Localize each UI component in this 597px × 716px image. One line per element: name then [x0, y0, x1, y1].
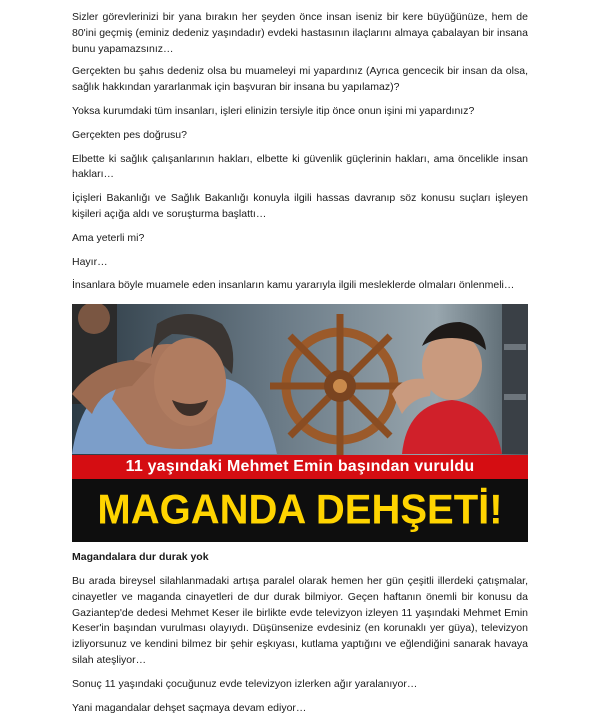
paragraph-11: Sonuç 11 yaşındaki çocuğunuz evde televizyon izlerken ağır yaralanıyor… [72, 677, 418, 690]
paragraph-6: İçişleri Bakanlığı ve Sağlık Bakanlığı konuyla ilgili hassas davranıp söz konusu suçları işleyen kişileri açığa aldı ve soruşturma başlattı… [72, 192, 528, 220]
headline-red-band [72, 455, 528, 479]
paragraph-7: Ama yeterli mi? [72, 231, 145, 244]
news-photo [72, 304, 528, 542]
paragraph-12: Yani magandalar dehşet saçmaya devam ediyor… [72, 701, 307, 714]
paragraph-3: Yoksa kurumdaki tüm insanları, işleri elinizin tersiyle itip önce onun işini mi yapardınız? [72, 104, 475, 117]
paragraph-1: Sizler görevlerinizi bir yana bırakın her şeyden önce insan iseniz bir kere büyüğünüze, hem de 80'ini geçmiş (eminiz dedeniz yaşındadır) evdeki hastasının ilaçlarını almaya çabalayan bir insana bunu yapamazsınız… [72, 11, 528, 55]
headline-title: MAGANDA DEHŞETİ! [97, 487, 503, 534]
paragraph-10: Bu arada bireysel silahlanmadaki artışa paralel olarak hemen her gün çeşitli illerdeki çatışmalar, cinayetler ve maganda cinayetleri de dur durak bilmiyor. Geçen haftanın önemli bir konusu da Gaziantep'de dedesi Mehmet Keser ile birlikte evde televizyon izleyen 11 yaşındaki Mehmet Emin Keser'in başından vurulması olayıydı. Düşünsenize evdesiniz (en korunaklı yer güya), televizyon izliyorsunuz ve kendini bilmez bir şehir eşkıyası, kutlama yaptığını ve eğlendiğini sanarak havaya silah ateşliyor… [72, 574, 528, 666]
paragraph-2: Gerçekten bu şahıs dedeniz olsa bu muameleyi mi yapardınız (Ayrıca gencecik bir insan da olsa, sağlık hakkından yararlanmak için başvuran bir insana bu yapılamaz)? [72, 65, 528, 94]
paragraph-9: İnsanlara böyle muamele eden insanların kamu yararıyla ilgili mesleklerde olmaları önlenmeli… [72, 279, 515, 292]
headline-black-band [72, 479, 528, 542]
section-heading: Magandalara dur durak yok [72, 551, 209, 564]
headline-subtitle: 11 yaşındaki Mehmet Emin başından vuruldu [125, 458, 475, 476]
article-page [72, 10, 528, 716]
paragraph-8: Hayır… [72, 255, 108, 268]
paragraph-4: Gerçekten pes doğrusu? [72, 128, 187, 141]
paragraph-5: Elbette ki sağlık çalışanlarının hakları, elbette ki güvenlik güçlerinin hakları, ama öncelikle insan hakları… [72, 152, 528, 181]
